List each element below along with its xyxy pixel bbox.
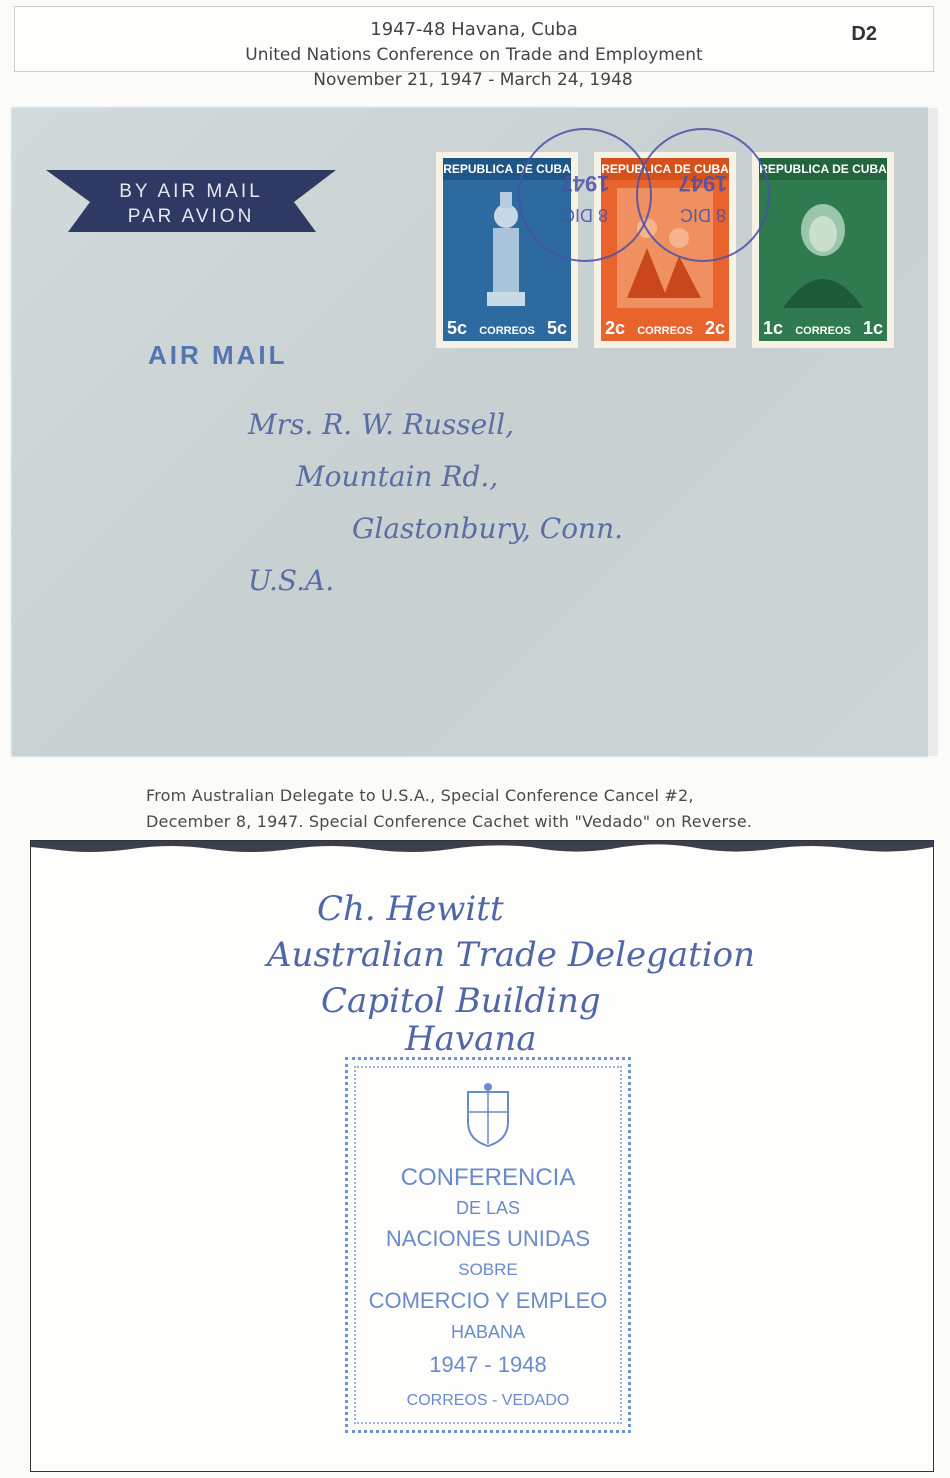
torn-edge: [31, 841, 933, 855]
postmark-cancel-1: [518, 128, 652, 262]
cancel-year: 1947: [678, 171, 728, 196]
address-line-1: Mrs. R. W. Russell,: [248, 408, 515, 441]
cachet-line-7: 1947 - 1948: [429, 1352, 547, 1377]
stamp-value-left: 2c: [605, 318, 626, 338]
postmark-cancel-2: [636, 128, 770, 262]
header-dates: November 21, 1947 - March 24, 1948: [313, 70, 633, 90]
cachet-line-3: NACIONES UNIDAS: [385, 1226, 591, 1251]
stamp-label: CORREOS: [795, 325, 851, 337]
page-header: [14, 6, 934, 72]
stamp-1c: [752, 152, 894, 348]
sender-city: Havana: [405, 1019, 537, 1059]
coat-of-arms-icon: [460, 1082, 516, 1148]
stamp-value-left: 5c: [447, 318, 468, 338]
stamp-label: CORREOS: [637, 325, 693, 337]
sender-building: Capitol Building: [321, 981, 601, 1021]
cachet-line-5: COMERCIO Y EMPLEO: [368, 1288, 608, 1313]
cachet-line-4: SOBRE: [458, 1260, 518, 1279]
cachet-line-6: HABANA: [450, 1322, 526, 1342]
stamp-value-right: 5c: [546, 318, 567, 338]
stamp-label: CORREOS: [479, 325, 535, 337]
airmail-label-line1: BY AIR MAIL: [119, 181, 263, 202]
envelope-reverse: [30, 840, 934, 1472]
envelope-edge: [928, 108, 938, 756]
header-title: 1947-48 Havana, Cuba: [370, 19, 578, 40]
stamp-country: REPUBLICA DE CUBA: [443, 158, 571, 180]
sender-name: Ch. Hewitt: [317, 889, 504, 929]
sender-org: Australian Trade Delegation: [267, 935, 756, 975]
conference-cachet: [345, 1057, 631, 1433]
address-line-4: U.S.A.: [248, 564, 335, 597]
airmail-label-line2: PAR AVION: [127, 206, 255, 227]
address-line-2: Mountain Rd.,: [296, 460, 499, 493]
cancel-year: 1947: [560, 171, 610, 196]
stamp-country: REPUBLICA DE CUBA: [759, 158, 887, 180]
cancel-day: 8 DIC: [562, 205, 609, 225]
airmail-label: [46, 166, 336, 236]
airmail-marking: AIR MAIL: [148, 340, 288, 370]
cachet-line-8: CORREOS - VEDADO: [406, 1392, 570, 1409]
envelope-front: [12, 108, 928, 756]
stamp-country: REPUBLICA DE CUBA: [601, 158, 729, 180]
cachet-line-2: DE LAS: [455, 1198, 521, 1218]
cachet-line-1: CONFERENCIA: [400, 1164, 576, 1191]
cancel-day: 8 DIC: [680, 205, 727, 225]
page-id: D2: [851, 23, 877, 45]
address-line-3: Glastonbury, Conn.: [352, 512, 624, 545]
stamp-value-left: 1c: [763, 318, 784, 338]
caption-line-1: From Australian Delegate to U.S.A., Special Conference Cancel #2,: [146, 786, 694, 805]
stamp-value-right: 2c: [704, 318, 725, 338]
portrait-icon: [779, 190, 867, 308]
header-subtitle: United Nations Conference on Trade and Employment: [245, 45, 703, 65]
stamp-value-right: 1c: [862, 318, 883, 338]
caption-line-2: December 8, 1947. Special Conference Cachet with "Vedado" on Reverse.: [146, 812, 753, 831]
